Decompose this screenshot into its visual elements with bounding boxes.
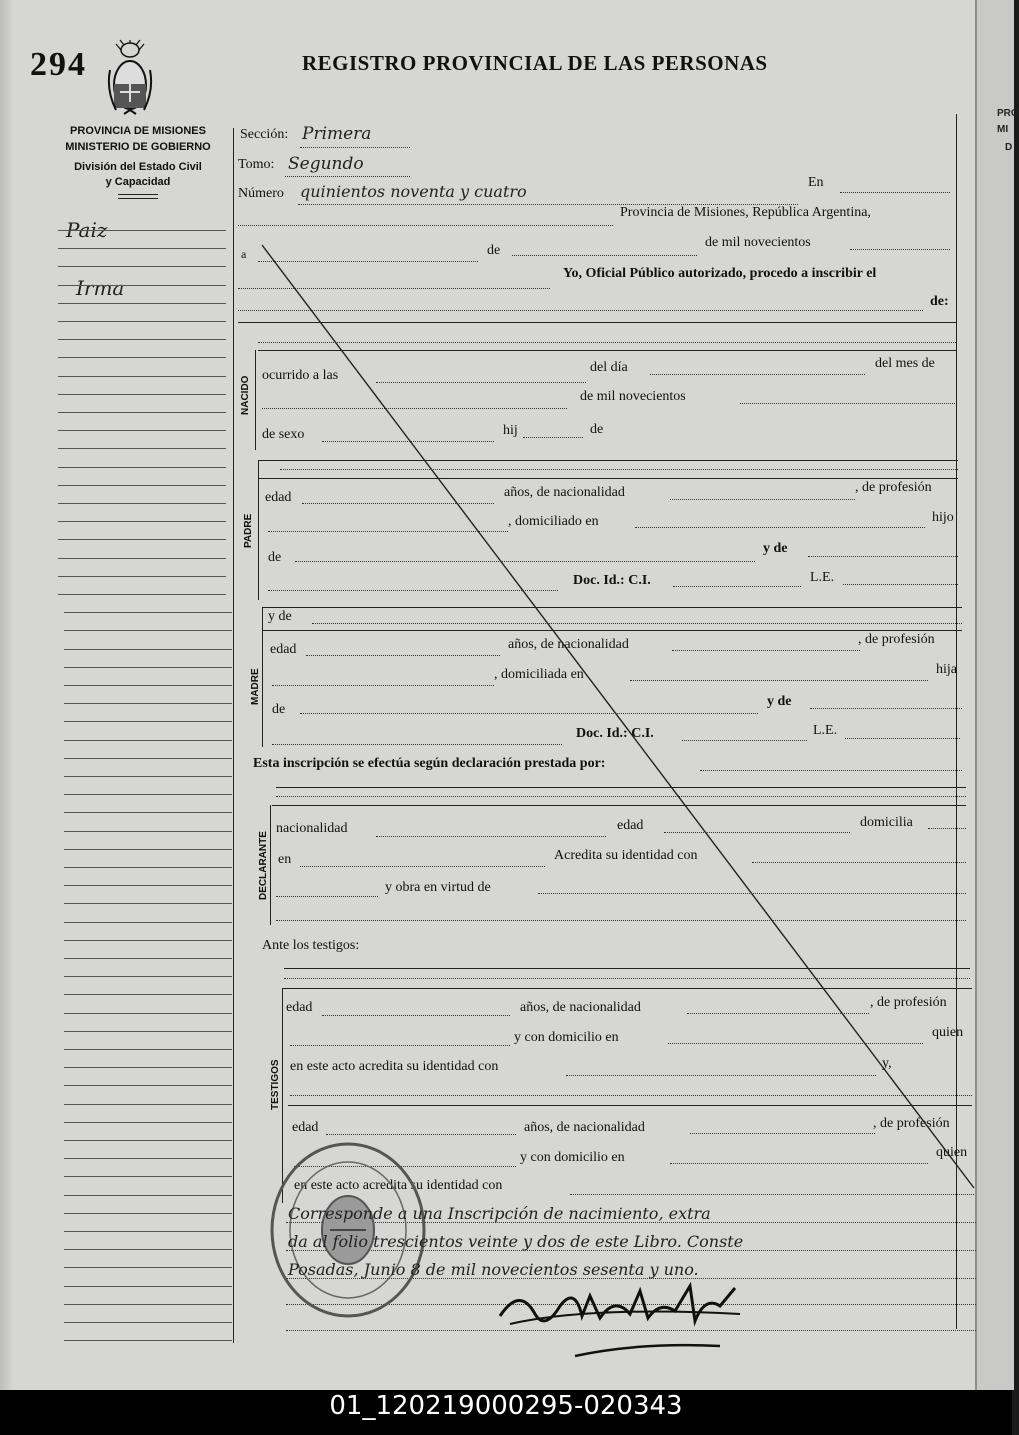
- tomo-label: Tomo:: [238, 157, 275, 172]
- padre-domiciliado-label: , domiciliado en: [508, 514, 599, 529]
- declarante-acredita-label: Acredita su identidad con: [554, 848, 698, 863]
- testigo1-profesion-label: , de profesión: [870, 995, 947, 1010]
- header-line: MINISTERIO DE GOBIERNO: [65, 141, 211, 153]
- testigo2-acredita-label: en este acto acredita su identidad con: [294, 1178, 503, 1193]
- de-label: de: [590, 422, 604, 437]
- margin-surname: Paiz: [66, 218, 108, 242]
- padre-section-label: PADRE: [243, 513, 254, 548]
- mil-label: de mil novecientos: [705, 235, 811, 250]
- testigo2-quien-label: quien: [936, 1145, 968, 1160]
- annotation-line: Posadas, Junio 8 de mil novecientos sesenta y uno.: [288, 1260, 699, 1279]
- testigo1-domicilio-label: y con domicilio en: [514, 1030, 619, 1045]
- padre-profesion-label: , de profesión: [855, 480, 932, 495]
- madre-le-label: L.E.: [813, 723, 838, 738]
- document-id-footer: 01_120219000295-020343: [0, 1390, 1012, 1435]
- testigo1-edad-label: edad: [286, 1000, 313, 1015]
- madre-nacionalidad-label: años, de nacionalidad: [508, 637, 629, 652]
- madre-y-de-label: y de: [767, 694, 792, 709]
- header-line: y Capacidad: [105, 176, 171, 188]
- annotation-line: Corresponde a una Inscripción de nacimiento, extra: [288, 1204, 711, 1223]
- adjacent-page-text: MI: [997, 124, 1009, 135]
- testigos-intro: Ante los testigos:: [262, 938, 360, 953]
- de-label: de: [487, 243, 501, 258]
- declarante-domicilia-label: domicilia: [860, 815, 913, 830]
- en-label: En: [808, 175, 824, 190]
- testigo1-nacionalidad-label: años, de nacionalidad: [520, 1000, 641, 1015]
- testigo2-nacionalidad-label: años, de nacionalidad: [524, 1120, 645, 1135]
- testigo2-profesion-label: , de profesión: [873, 1116, 950, 1131]
- declarante-en-label: en: [278, 852, 292, 867]
- del-dia-label: del día: [590, 360, 628, 375]
- numero-value: quinientos noventa y cuatro: [300, 182, 527, 201]
- padre-edad-label: edad: [265, 490, 292, 505]
- del-mes-label: del mes de: [875, 356, 935, 371]
- header-line: PROVINCIA DE MISIONES: [70, 125, 206, 137]
- margin-name: Irma: [76, 276, 125, 300]
- testigo1-acredita-label: en este acto acredita su identidad con: [290, 1059, 499, 1074]
- padre-le-label: L.E.: [810, 570, 835, 585]
- declarante-section-label: DECLARANTE: [258, 831, 269, 900]
- folio-number: 294: [30, 46, 87, 83]
- declarante-nacionalidad-label: nacionalidad: [276, 821, 348, 836]
- madre-hija-label: hija: [936, 662, 957, 677]
- madre-profesion-label: , de profesión: [858, 632, 935, 647]
- padre-de-label: de: [268, 550, 282, 565]
- annotation-line: da al folio trescientos veinte y dos de este Libro. Conste: [288, 1232, 744, 1251]
- adjacent-page-text: D: [1005, 142, 1013, 153]
- padre-y-de-label: y de: [763, 541, 788, 556]
- madre-domiciliada-label: , domiciliada en: [494, 667, 584, 682]
- nacido-section-label: NACIDO: [240, 375, 251, 415]
- madre-edad-label: edad: [270, 642, 297, 657]
- numero-label: Número: [238, 186, 284, 201]
- document-title: REGISTRO PROVINCIAL DE LAS PERSONAS: [302, 51, 768, 75]
- declarante-obra-label: y obra en virtud de: [385, 880, 491, 895]
- a-label: a: [241, 247, 247, 261]
- hij-label: hij: [503, 423, 518, 438]
- oficial-text: Yo, Oficial Público autorizado, procedo a inscribir el: [563, 266, 877, 281]
- madre-de-label: de: [272, 702, 286, 717]
- madre-doc-label: Doc. Id.: C.I.: [576, 726, 654, 741]
- declarante-intro: Esta inscripción se efectúa según declaración prestada por:: [253, 756, 606, 771]
- testigo1-quien-label: quien: [932, 1025, 964, 1040]
- tomo-value: Segundo: [288, 154, 364, 174]
- padre-hijo-label: hijo: [932, 510, 954, 525]
- header-line: División del Estado Civil: [74, 161, 202, 173]
- madre-section-label: MADRE: [250, 668, 261, 705]
- de-sexo-label: de sexo: [262, 427, 305, 442]
- provincia-text: Provincia de Misiones, República Argentina,: [620, 205, 871, 220]
- signature: [490, 1276, 770, 1366]
- ocurrido-label: ocurrido a las: [262, 368, 339, 383]
- testigo2-domicilio-label: y con domicilio en: [520, 1150, 625, 1165]
- padre-nacionalidad-label: años, de nacionalidad: [504, 485, 625, 500]
- testigo2-edad-label: edad: [292, 1120, 319, 1135]
- seccion-value: Primera: [302, 124, 372, 144]
- seccion-label: Sección:: [240, 127, 289, 142]
- de-mil-label: de mil novecientos: [580, 389, 686, 404]
- declarante-edad-label: edad: [617, 818, 644, 833]
- testigo1-y-label: y,: [882, 1056, 892, 1071]
- madre-y-de-top-label: y de: [268, 609, 292, 624]
- de-colon-label: de:: [930, 294, 949, 309]
- adjacent-page-text: PRO: [997, 108, 1019, 119]
- padre-doc-label: Doc. Id.: C.I.: [573, 573, 651, 588]
- testigos-section-label: TESTIGOS: [270, 1059, 281, 1110]
